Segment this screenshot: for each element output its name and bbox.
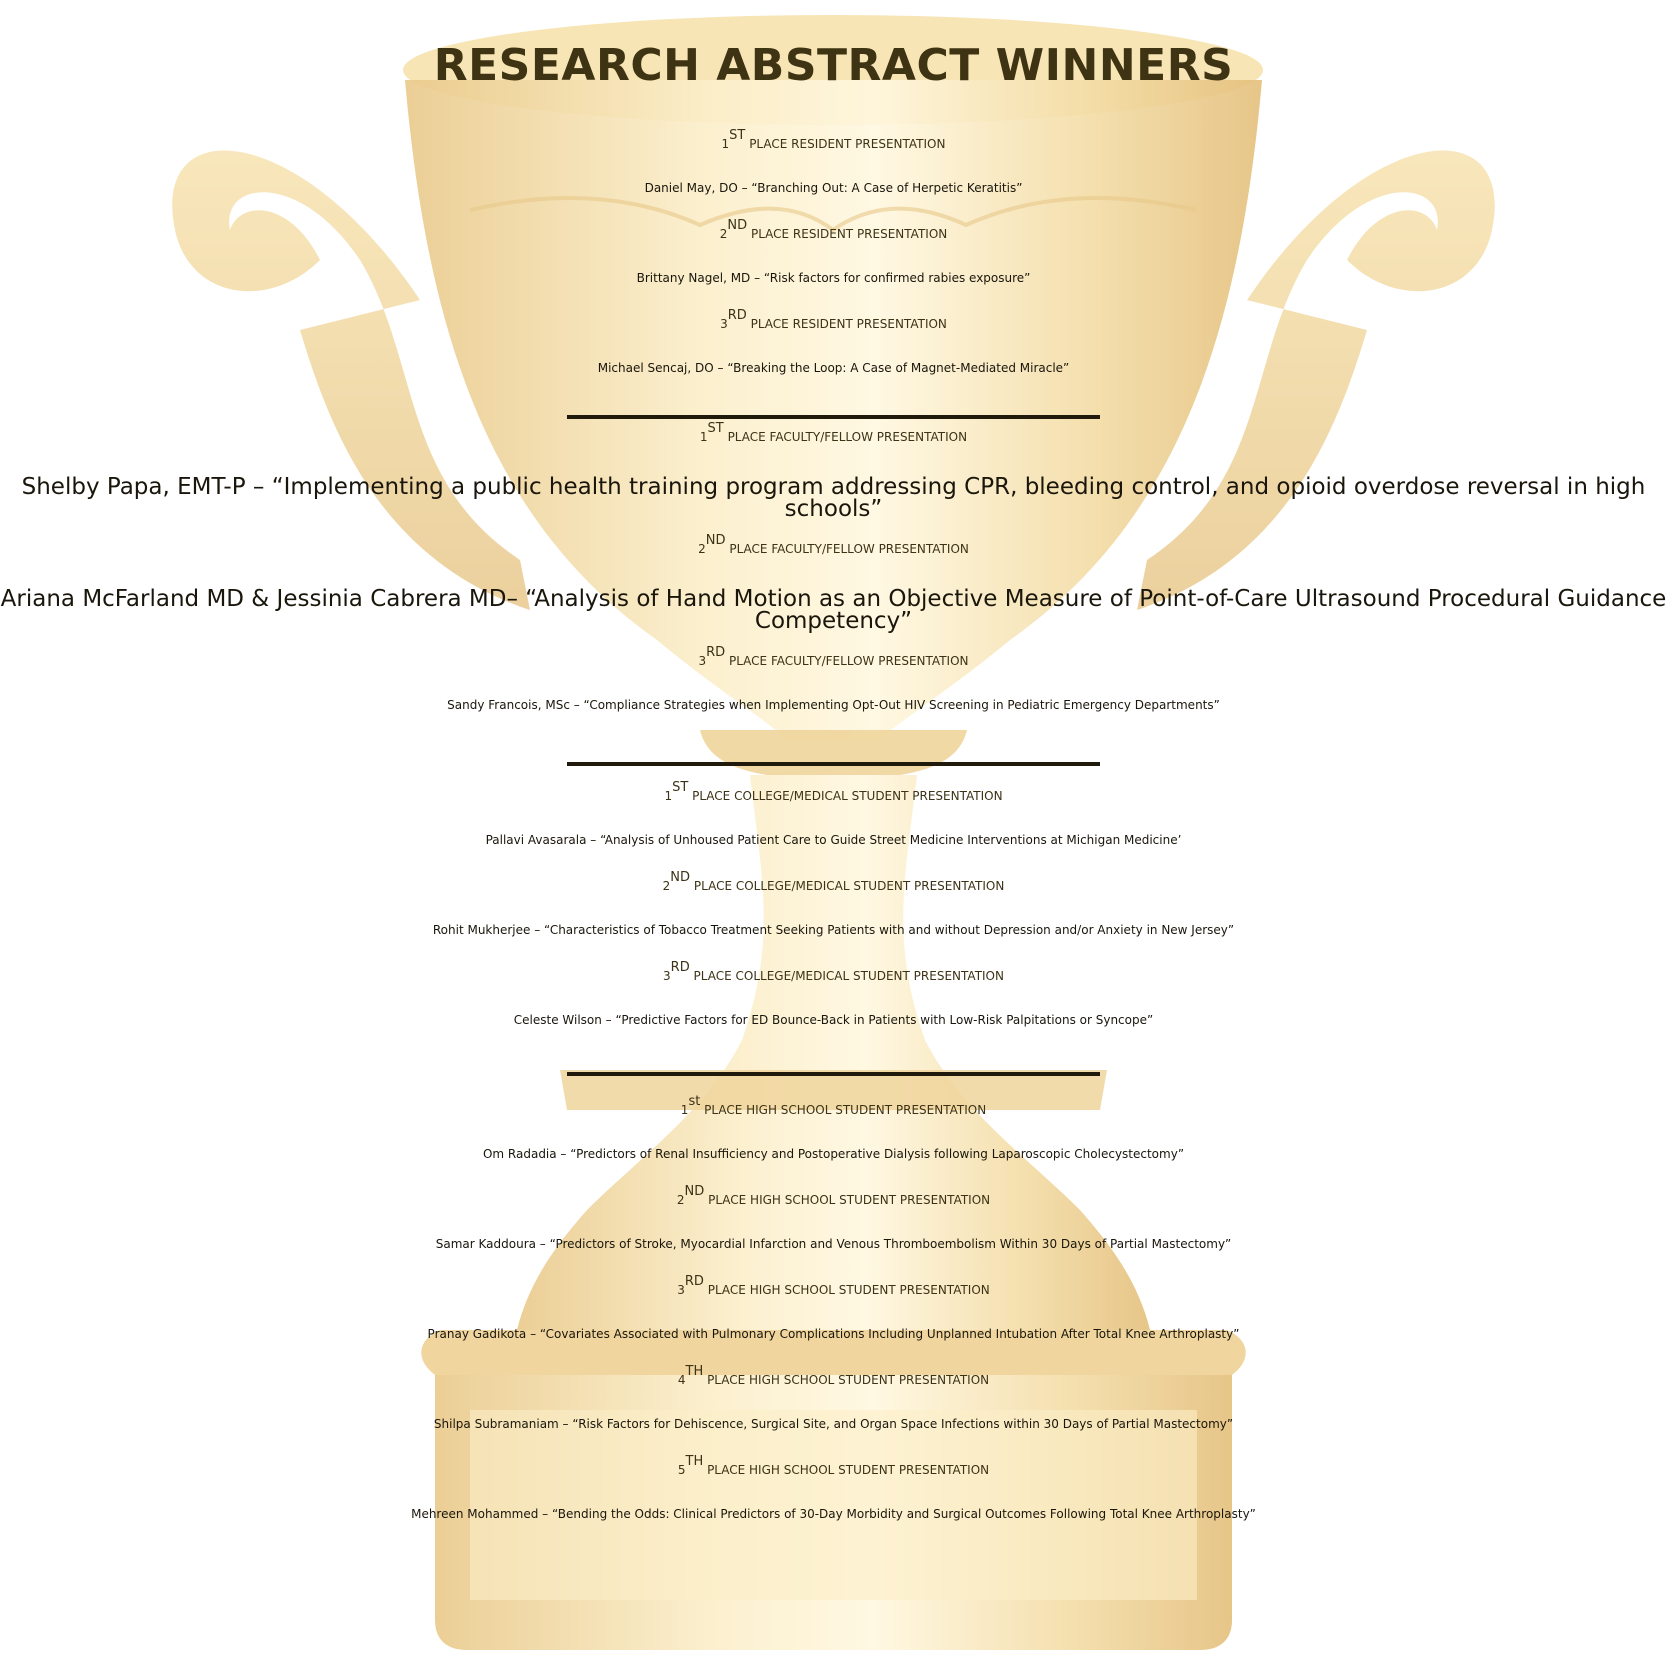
award-winner: Shilpa Subramaniam – “Risk Factors for Dehiscence, Surgical Site, and Organ Space Infections within 30 Days of Partial Mastectomy” xyxy=(433,1417,1234,1431)
award-heading: 2ND PLACE RESIDENT PRESENTATION xyxy=(719,218,948,241)
award-heading: 3RD PLACE COLLEGE/MEDICAL STUDENT PRESENTATION xyxy=(663,960,1004,983)
award-winner: Ariana McFarland MD & Jessinia Cabrera MD– “Analysis of Hand Motion as an Objective Measure of Point-of-Care Ultrasound Procedural Guidance Competency” xyxy=(0,586,1667,634)
award-winner: Samar Kaddoura – “Predictors of Stroke, Myocardial Infarction and Venous Thromboembolism Within 30 Days of Partial Mastectomy” xyxy=(435,1237,1232,1251)
award-heading: 1st PLACE HIGH SCHOOL STUDENT PRESENTATION xyxy=(680,1094,987,1117)
poster-title: RESEARCH ABSTRACT WINNERS xyxy=(433,40,1234,91)
award-heading: 3RD PLACE FACULTY/FELLOW PRESENTATION xyxy=(698,645,969,668)
award-winner: Rohit Mukherjee – “Characteristics of Tobacco Treatment Seeking Patients with and without Depression and/or Anxiety in New Jersey” xyxy=(432,923,1235,937)
award-winner: Shelby Papa, EMT-P – “Implementing a public health training program addressing CPR, bleeding control, and opioid overdose reversal in high schools” xyxy=(21,474,1646,522)
award-winner: Pallavi Avasarala – “Analysis of Unhoused Patient Care to Guide Street Medicine Interventions at Michigan Medicine’ xyxy=(485,833,1182,847)
award-winner: Sandy Francois, MSc – “Compliance Strategies when Implementing Opt-Out HIV Screening in Pediatric Emergency Departments” xyxy=(447,698,1220,712)
section-divider xyxy=(567,415,1100,419)
award-heading: 3RD PLACE RESIDENT PRESENTATION xyxy=(720,308,947,331)
award-winner: Mehreen Mohammed – “Bending the Odds: Clinical Predictors of 30-Day Morbidity and Surgical Outcomes Following Total Knee Arthroplasty” xyxy=(411,1507,1256,1521)
award-heading: 2ND PLACE FACULTY/FELLOW PRESENTATION xyxy=(698,533,969,556)
award-winner: Pranay Gadikota – “Covariates Associated with Pulmonary Complications Including Unplanned Intubation After Total Knee Arthroplasty” xyxy=(427,1327,1240,1341)
award-heading: 1ST PLACE COLLEGE/MEDICAL STUDENT PRESENTATION xyxy=(664,780,1003,803)
award-heading: 2ND PLACE HIGH SCHOOL STUDENT PRESENTATION xyxy=(676,1184,991,1207)
award-winner: Daniel May, DO – “Branching Out: A Case of Herpetic Keratitis” xyxy=(644,181,1023,195)
section-divider xyxy=(567,1072,1100,1076)
award-winner: Brittany Nagel, MD – “Risk factors for confirmed rabies exposure” xyxy=(636,271,1031,285)
award-heading: 1ST PLACE FACULTY/FELLOW PRESENTATION xyxy=(699,421,968,444)
award-heading: 1ST PLACE RESIDENT PRESENTATION xyxy=(721,128,946,151)
award-heading: 4TH PLACE HIGH SCHOOL STUDENT PRESENTATION xyxy=(677,1364,990,1387)
section-divider xyxy=(567,762,1100,766)
award-winner: Om Radadia – “Predictors of Renal Insufficiency and Postoperative Dialysis following Laparoscopic Cholecystectomy” xyxy=(482,1147,1185,1161)
award-winner: Michael Sencaj, DO – “Breaking the Loop: A Case of Magnet-Mediated Miracle” xyxy=(597,361,1070,375)
award-heading: 2ND PLACE COLLEGE/MEDICAL STUDENT PRESENTATION xyxy=(662,870,1005,893)
award-heading: 5TH PLACE HIGH SCHOOL STUDENT PRESENTATION xyxy=(677,1454,990,1477)
award-heading: 3RD PLACE HIGH SCHOOL STUDENT PRESENTATION xyxy=(677,1274,990,1297)
award-winner: Celeste Wilson – “Predictive Factors for ED Bounce-Back in Patients with Low-Risk Palpitations or Syncope” xyxy=(513,1013,1154,1027)
